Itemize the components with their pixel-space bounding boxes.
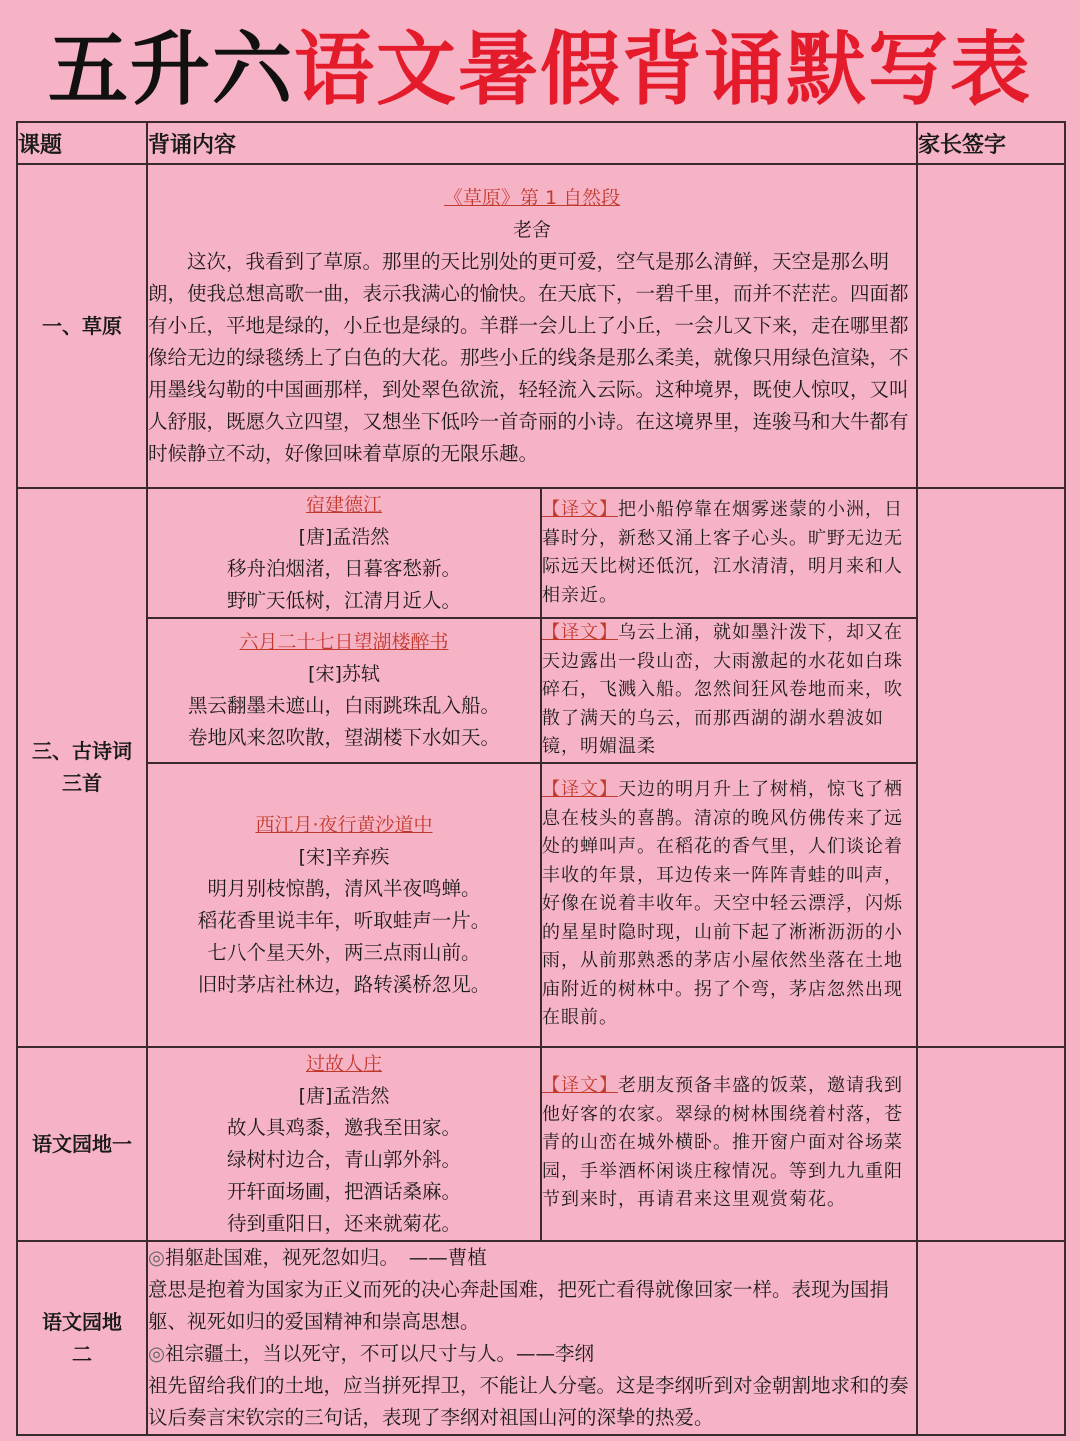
passage-text: 这次，我看到了草原。那里的天比别处的更可爱，空气是那么清鲜，天空是那么明朗，使我总想高歌一曲，表示我满心的愉快。在天底下，一碧千里，而并不茫茫。四面都有小丘，平地是绿的，小丘也是绿的。羊群一会儿上了小丘，一会儿又下来，走在哪里都像给无边的绿毯绣上了白色的大花。那些小丘的线条是那么柔美，就像只用绿色渲染，不用墨线勾勒的中国画那样，到处翠色欲流，轻轻流入云际。这种境界，既使人惊叹，又叫人舒服，既愿久立四望，又想坐下低吟一首奇丽的小诗。在这境界里，连骏马和大牛都有时候静立不动，好像回味着草原的无限乐趣。	[148, 250, 909, 465]
sign-cell[interactable]	[917, 164, 1065, 488]
circle-mark-icon: ◎	[148, 1341, 166, 1365]
poem-line: 稻花香里说丰年，听取蛙声一片。	[197, 908, 491, 932]
poem-title: 六月二十七日望湖楼醉书	[239, 631, 449, 654]
topic-cell	[17, 488, 147, 1047]
poem-line: 七八个星天外，两三点雨山前。	[207, 940, 481, 964]
translation-text: 乌云上涌，就如墨汁泼下，却又在天边露出一段山峦，大雨激起的水花如白珠碎石，飞溅入船。忽然间狂风卷地而来，吹散了满天的乌云，而那西湖的湖水碧波如镜，明媚温柔	[542, 622, 903, 757]
poem-line: 卷地风来忽吹散，望湖楼下水如天。	[187, 726, 500, 750]
topic-cell: 语文园地一	[17, 1047, 147, 1241]
passage-author: 老舍	[513, 219, 552, 241]
sign-cell[interactable]	[917, 488, 1065, 1047]
poem-cell	[147, 488, 541, 618]
table-row-garden-2	[17, 1241, 1065, 1435]
quote-explanation: 祖先留给我们的土地，应当拼死捍卫，不能让人分毫。这是李纲听到对金朝割地求和的奏议后奏言宋钦宗的三句话，表现了李纲对祖国山河的深挚的热爱。	[148, 1373, 909, 1429]
poem-line: 明月别枝惊鹊，清风半夜鸣蝉。	[207, 876, 481, 900]
poem-line: 故人具鸡黍，邀我至田家。	[226, 1115, 461, 1139]
sign-cell[interactable]	[917, 1047, 1065, 1241]
header-topic: 课题	[17, 122, 147, 164]
poem-line: 移舟泊烟渚，日暮客愁新。	[226, 557, 461, 580]
table-header-row	[17, 122, 1065, 164]
translation-cell	[541, 618, 917, 763]
topic-line: 二	[72, 1341, 92, 1366]
title-grade: 五升六	[48, 23, 294, 116]
topic-cell: 一、草原	[17, 164, 147, 488]
poem-author: [唐]孟浩然	[298, 526, 390, 548]
poem-line: 黑云翻墨未遮山，白雨跳珠乱入船。	[187, 694, 500, 718]
poem-author: [唐]孟浩然	[298, 1084, 390, 1107]
quote-explanation: 意思是抱着为国家为正义而死的决心奔赴国难，把死亡看得就像回家一样。表现为国捐躯、视死如归的爱国精神和崇高思想。	[148, 1277, 890, 1333]
translation-cell	[541, 488, 917, 618]
table-row-grassland	[17, 164, 1065, 488]
translation-text: 把小船停靠在烟雾迷蒙的小洲，日暮时分，新愁又涌上客子心头。旷野无边无际远天比树还低沉，江水清清，明月来和人相亲近。	[542, 499, 903, 606]
translation-tag: 【译文】	[542, 1075, 618, 1097]
poem-cell	[147, 1047, 541, 1241]
poem-author: [宋]辛弃疾	[298, 845, 390, 868]
topic-line: 语文园地	[42, 1309, 122, 1334]
recitation-table	[16, 121, 1066, 1436]
translation-text: 老朋友预备丰盛的饭菜，邀请我到他好客的农家。翠绿的树林围绕着村落，苍青的山峦在城外横卧。推开窗户面对谷场菜园，手举酒杯闲谈庄稼情况。等到九九重阳节到来时，再请君来这里观赏菊花。	[542, 1075, 903, 1211]
content-cell	[147, 164, 917, 488]
translation-cell	[541, 1047, 917, 1241]
poem-title: 西江月·夜行黄沙道中	[255, 813, 433, 836]
table-row-poem-3	[17, 763, 1065, 1047]
header-sign: 家长签字	[917, 122, 1065, 164]
poem-line: 待到重阳日，还来就菊花。	[226, 1211, 461, 1235]
quote-text: 祖宗疆土，当以死守，不可以尺寸与人。——李纲	[165, 1341, 595, 1365]
title-subject: 语文暑假背诵默写表	[294, 23, 1032, 116]
quote-line	[148, 1338, 916, 1370]
translation-tag: 【译文】	[542, 779, 618, 801]
translation-tag: 【译文】	[542, 499, 618, 520]
poem-title: 宿建德江	[305, 494, 382, 516]
circle-mark-icon: ◎	[148, 1245, 166, 1269]
poem-cell	[147, 763, 541, 1047]
translation-text: 天边的明月升上了树梢，惊飞了栖息在枝头的喜鹊。清凉的晚风仿佛传来了远处的蝉叫声。在稻花的香气里，人们谈论着丰收的年景，耳边传来一阵阵青蛙的叫声，好像在说着丰收年。天空中轻云漂浮，闪烁的星星时隐时现，山前下起了淅淅沥沥的小雨，从前那熟悉的茅店小屋依然坐落在土地庙附近的树林中。拐了个弯，茅店忽然出现在眼前。	[542, 779, 903, 1029]
poem-line: 绿树村边合，青山郭外斜。	[226, 1147, 461, 1171]
poem-line: 开轩面场圃，把酒话桑麻。	[226, 1179, 461, 1203]
poem-title: 过故人庄	[305, 1052, 382, 1075]
poem-line: 旧时茅店社林边，路转溪桥忽见。	[197, 972, 491, 996]
topic-cell	[17, 1241, 147, 1435]
translation-cell	[541, 763, 917, 1047]
poem-author: [宋]苏轼	[308, 663, 380, 686]
passage-title: 《草原》第 1 自然段	[443, 187, 621, 209]
poem-line: 野旷天低树，江清月近人。	[226, 589, 461, 612]
header-content: 背诵内容	[147, 122, 917, 164]
topic-line: 三首	[62, 771, 102, 796]
table-row-poem-1	[17, 488, 1065, 618]
page-title	[0, 20, 1080, 120]
topic-line: 三、古诗词	[32, 739, 132, 764]
table-row-poem-2	[17, 618, 1065, 763]
table-row-garden-1	[17, 1047, 1065, 1241]
sign-cell[interactable]	[917, 1241, 1065, 1435]
content-cell	[147, 1241, 917, 1435]
translation-tag: 【译文】	[542, 622, 618, 643]
poem-cell	[147, 618, 541, 763]
quote-line	[148, 1242, 916, 1274]
quote-text: 捐躯赴国难，视死忽如归。 ——曹植	[165, 1245, 487, 1269]
